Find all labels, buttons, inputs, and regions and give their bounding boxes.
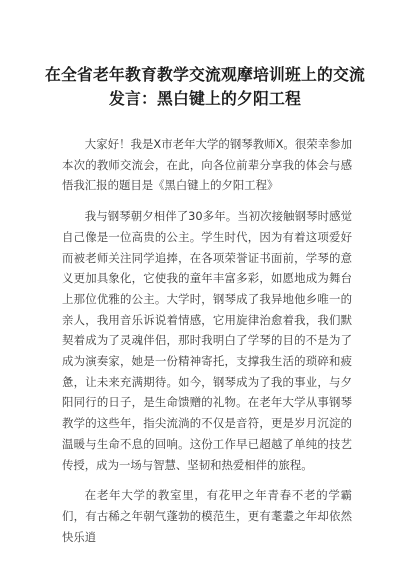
paragraph-story: 我与钢琴朝夕相伴了30多年。当初次接触钢琴时感觉自己像是一位高贵的公主。学生时代，因为有着这项爱好而被老师关注同学追捧，在各项荣誉证书面前，学琴的意义更加具象化，它使我的童年丰富多彩，如愿地成为舞台上那位优雅的公主。大学时，钢琴成了我异地他乡唯一的亲人，我用音乐诉说着情感，它用旋律治愈着我，我们默契着成为了灵魂伴侣，那时我明白了学琴的目的不是为了成为演奏家，她是一份精神寄托，支撑我生活的琐碎和疲惫，让未来充满期待。如今，钢琴成为了我的事业，与夕阳同行的日子，是生命馈赠的礼物。在老年大学从事钢琴教学的这些年，指尖流淌的不仅是音符，更是岁月沉淀的温暖与生命不息的回响。这份工作早已超越了单纯的技艺传授，成为一场与智慧、坚韧和热爱相伴的旅程。 [62, 209, 352, 472]
document-body [62, 134, 352, 557]
document-title: 在全省老年教育教学交流观摩培训班上的交流发言：黑白键上的夕阳工程 [45, 65, 365, 108]
paragraph-classroom: 在老年大学的教室里，有花甲之年青春不老的学霸们，有古稀之年朝气蓬勃的模范生，更有耄耋之年却依然快乐逍 [62, 488, 352, 544]
paragraph-intro: 大家好！我是X市老年大学的钢琴教师X。很荣幸参加本次的教师交流会，在此，向各位前辈分享我的体会与感悟我汇报的题目是《黑白键上的夕阳工程》 [62, 137, 352, 193]
